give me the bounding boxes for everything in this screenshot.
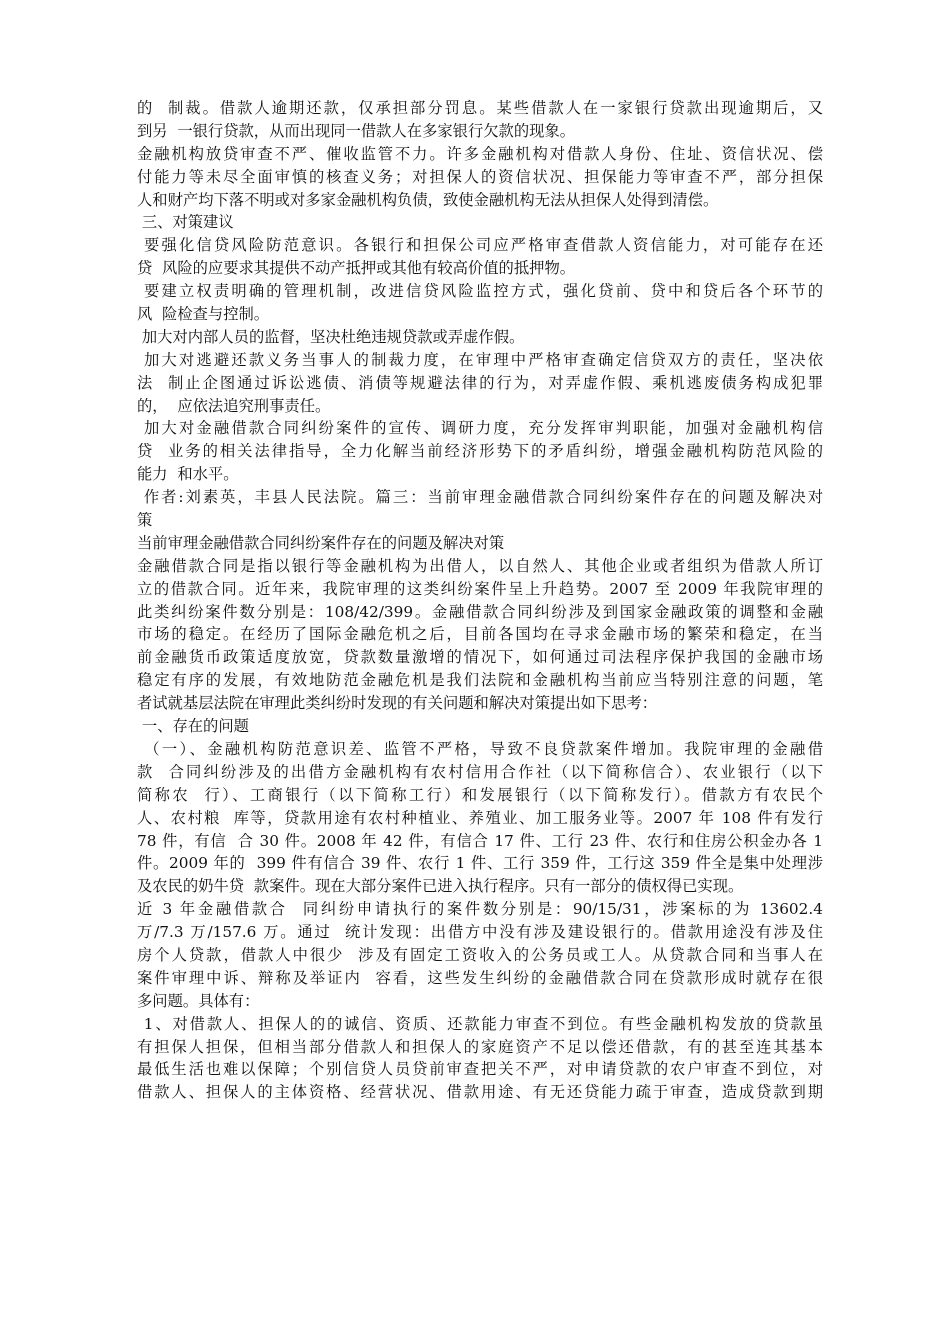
text-line: 借款人、担保人的主体资格、经营状况、借款用途、有无还贷能力疏于审查，造成贷款到期 (137, 1083, 823, 1102)
text-line: 要强化信贷风险防范意识。各银行和担保公司应严格审查借款人资信能力，对可能存在还 (137, 236, 823, 255)
text-line: 作者:刘素英，丰县人民法院。篇三：当前审理金融借款合同纠纷案件存在的问题及解决对 (137, 488, 823, 507)
text-line: 近 3 年金融借款合 同纠纷申请执行的案件数分别是：90/15/31，涉案标的为 13602.4 (137, 900, 823, 919)
text-line: 有担保人担保，但相当部分借款人和担保人的家庭资产不足以偿还借款，有的甚至连其基本 (137, 1037, 823, 1056)
text-line: 78 件，有信 合 30 件。2008 年 42 件，有信合 17 件、工行 23 件、农行和住房公积金办各 1 (137, 831, 823, 850)
text-line: 简称农 行）、工商银行（以下简称工行）和发展银行（以下简称发行）。借款方有农民个 (137, 785, 823, 804)
section-heading: 三、对策建议 (137, 213, 234, 232)
text-line: 加大对逃避还款义务当事人的制裁力度，在审理中严格审查确定信贷双方的责任，坚决依 (137, 350, 823, 369)
text-line: 加大对金融借款合同纠纷案件的宣传、调研力度，充分发挥审判职能，加强对金融机构信 (137, 419, 823, 438)
text-line: 金融机构放贷审查不严、催收监管不力。许多金融机构对借款人身份、住址、资信状况、偿 (137, 144, 823, 163)
text-line: 此类纠纷案件数分别是：108/42/399。金融借款合同纠纷涉及到国家金融政策的调整和金融 (137, 602, 823, 621)
text-line: 人、农村粮 库等，贷款用途有农村种植业、养殖业、加工服务业等。2007 年 108 件有发行 (137, 808, 823, 827)
text-line: 前金融货币政策适度放宽，贷款数量激增的情况下，如何通过司法程序保护我国的金融市场 (137, 648, 823, 667)
text-line: 风 险检查与控制。 (137, 305, 270, 324)
text-line: 贷 风险的应要求其提供不动产抵押或其他有较高价值的抵押物。 (137, 259, 576, 278)
text-line: 稳定有序的发展，有效地防范金融危机是我们法院和金融机构当前应当特别注意的问题，笔 (137, 671, 823, 690)
text-line: 到另 一银行贷款，从而出现同一借款人在多家银行欠款的现象。 (137, 121, 576, 140)
text-line: 款 合同纠纷涉及的出借方金融机构有农村信用合作社（以下简称信合）、农业银行（以下 (137, 762, 823, 781)
text-line: 付能力等未尽全面审慎的核查义务；对担保人的资信状况、担保能力等审查不严，部分担保 (137, 167, 823, 186)
text-line: 多问题。具体有： (137, 991, 260, 1010)
document-page (137, 97, 823, 1104)
text-line: （一）、金融机构防范意识差、监管不严格，导致不良贷款案件增加。我院审理的金融借 (137, 739, 823, 758)
text-line: 的， 应依法追究刑事责任。 (137, 396, 331, 415)
text-line: 加大对内部人员的监督，坚决杜绝违规贷款或弄虚作假。 (137, 327, 525, 346)
text-line: 要建立权责明确的管理机制，改进信贷风险监控方式，强化贷前、贷中和贷后各个环节的 (137, 282, 823, 301)
text-line: 件。2009 年的 399 件有信合 39 件、农行 1 件、工行 359 件，工行这 359 件全是集中处理涉 (137, 854, 823, 873)
text-line: 立的借款合同。近年来，我院审理的这类纠纷案件呈上升趋势。2007 至 2009 年我院审理的 (137, 579, 823, 598)
text-line: 法 制止企图通过诉讼逃债、消债等规避法律的行为，对弄虚作假、乘机逃废债务构成犯罪 (137, 373, 823, 392)
text-line: 市场的稳定。在经历了国际金融危机之后，目前各国均在寻求金融市场的繁荣和稳定，在当 (137, 625, 823, 644)
article-title: 当前审理金融借款合同纠纷案件存在的问题及解决对策 (137, 533, 505, 552)
text-line: 的 制裁。借款人逾期还款，仅承担部分罚息。某些借款人在一家银行贷款出现逾期后，又 (137, 99, 823, 117)
text-line: 1、对借款人、担保人的的诚信、资质、还款能力审查不到位。有些金融机构发放的贷款虽 (137, 1014, 823, 1033)
text-line: 案件审理中诉、辩称及举证内 容看，这些发生纠纷的金融借款合同在贷款形成时就存在很 (137, 968, 823, 987)
text-line: 能力 和水平。 (137, 465, 239, 484)
text-line: 及农民的奶牛贷 款案件。现在大部分案件已进入执行程序。只有一部分的债权得已实现。 (137, 877, 744, 896)
text-line: 房个人贷款，借款人中很少 涉及有固定工资收入的公务员或工人。从贷款合同和当事人在 (137, 945, 823, 964)
text-line: 策 (137, 511, 153, 530)
text-line: 金融借款合同是指以银行等金融机构为出借人，以自然人、其他企业或者组织为借款人所订 (137, 556, 823, 575)
text-line: 人和财产均下落不明或对多家金融机构负债，致使金融机构无法从担保人处得到清偿。 (137, 190, 719, 209)
text-line: 最低生活也难以保障；个别信贷人员贷前审查把关不严，对申请贷款的农户审查不到位，对 (137, 1060, 823, 1079)
text-line: 者试就基层法院在审理此类纠纷时发现的有关问题和解决对策提出如下思考： (137, 694, 658, 713)
text-line: 万/7.3 万/157.6 万。通过 统计发现：出借方中没有涉及建设银行的。借款用途没有涉及住 (137, 923, 823, 942)
section-heading: 一、存在的问题 (137, 717, 249, 736)
text-line: 贷 业务的相关法律指导，全力化解当前经济形势下的矛盾纠纷，增强金融机构防范风险的 (137, 442, 823, 461)
